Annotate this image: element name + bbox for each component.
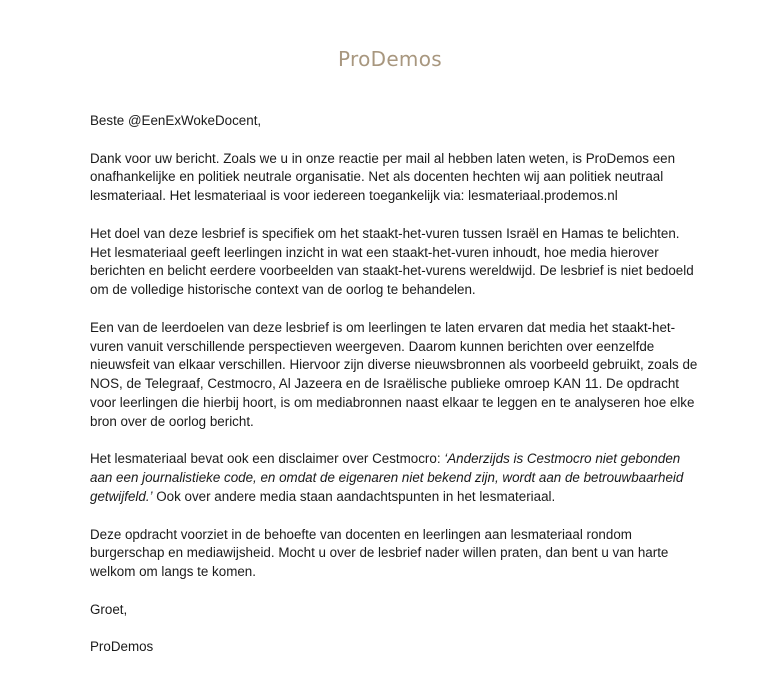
paragraph-learning-goals: Een van de leerdoelen van deze lesbrief is om leerlingen te laten ervaren dat media het staakt-het-vuren vanuit verschillende perspectieven weergeven. Daarom kunnen berichten over eenzelfde nieuwsfeit van elkaar verschillen. Hiervoor zijn diverse nieuwsbronnen als voorbeeld gebruikt, zoals de NOS, de Telegraaf, Cestmocro, Al Jazeera en de Israëlische publieke omroep KAN 11. De opdracht voor leerlingen die hierbij hoort, is om mediabronnen naast elkaar te leggen en te analyseren hoe elke bron over de oorlog bericht. (90, 319, 698, 429)
paragraph-purpose: Het doel van deze lesbrief is specifiek om het staakt-het-vuren tussen Israël en Hamas te belichten. Het lesmateriaal geeft leerlingen inzicht in wat een staakt-het-vuren inhoudt, hoe media hierover berichten en belicht eerdere voorbeelden van staakt-het-vurens wereldwijd. De lesbrief is niet bedoeld om de volledige historische context van de oorlog te behandelen. (90, 225, 694, 298)
salutation: Beste @EenExWokeDocent, (90, 113, 262, 128)
disclaimer-outro: Ook over andere media staan aandachtspunten in het lesmateriaal. (152, 488, 556, 504)
paragraph-disclaimer (90, 450, 700, 506)
closing: Groet, (90, 601, 128, 617)
prodemos-logo: ProDemos (338, 47, 442, 71)
paragraph-intro: Dank voor uw bericht. Zoals we u in onze reactie per mail al hebben laten weten, is ProDemos een onafhankelijke en politiek neutrale organisatie. Net als docenten hechten wij aan politiek neutraal lesmateriaal. Het lesmateriaal is voor iedereen toegankelijk via: lesmateriaal.prodemos.nl (90, 150, 676, 204)
disclaimer-intro: Het lesmateriaal bevat ook een disclaimer over Cestmocro: (90, 451, 445, 467)
paragraph-invitation: Deze opdracht voorziet in de behoefte van docenten en leerlingen aan lesmateriaal rondom burgerschap en mediawijsheid. Mocht u over de lesbrief nader willen praten, dan bent u van harte welkom om langs te komen. (90, 526, 669, 580)
letter-body (90, 112, 700, 676)
signature: ProDemos (90, 639, 154, 655)
disclaimer-quote: ‘Anderzijds is Cestmocro niet gebonden aan een journalistieke code, en omdat de eigenaren niet bekend zijn, wordt aan de betrouwbaarheid getwijfeld.’ (90, 451, 684, 504)
